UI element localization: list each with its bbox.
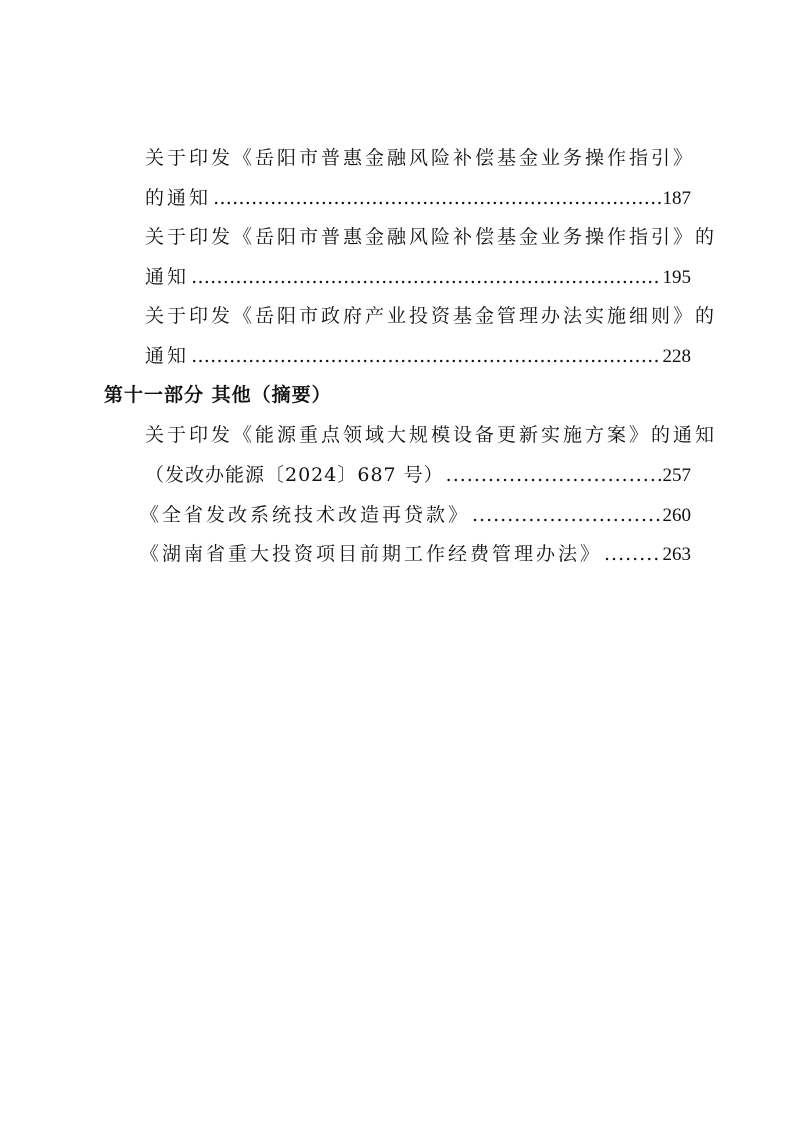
page-number: 257 xyxy=(662,465,691,486)
toc-entry-1-row[interactable] xyxy=(145,184,691,212)
toc-entry-2-title: 关于印发《岳阳市普惠金融风险补偿基金业务操作指引》的 xyxy=(145,226,718,248)
section-heading: 第十一部分 其他（摘要） xyxy=(104,384,332,406)
leader-dots xyxy=(472,501,660,529)
toc-entry-2-row[interactable] xyxy=(145,263,691,291)
page-number: 260 xyxy=(662,505,691,526)
toc-entry-1-title-cont: 的通知 xyxy=(145,187,212,209)
toc-entry-3-row[interactable] xyxy=(145,342,691,370)
toc-entry-4-title: 关于印发《能源重点领域大规模设备更新实施方案》的通知 xyxy=(145,424,718,446)
toc-entry-3-title-cont: 通知 xyxy=(145,345,190,367)
toc-entry-6-title: 《湖南省重大投资项目前期工作经费管理办法》 xyxy=(140,543,603,565)
page-number: 187 xyxy=(662,188,691,209)
toc-entry-3-title: 关于印发《岳阳市政府产业投资基金管理办法实施细则》的 xyxy=(145,305,718,327)
leader-dots xyxy=(191,263,660,291)
page-number: 195 xyxy=(662,267,691,288)
toc-entry-2-title-cont: 通知 xyxy=(145,266,190,288)
toc-entry-4-row[interactable] xyxy=(145,461,691,489)
toc-entry-4-doc-number: （发改办能源〔2024〕687 号） xyxy=(145,464,444,486)
leader-dots xyxy=(213,184,660,212)
page-number: 228 xyxy=(662,346,691,367)
toc-entry-5-row[interactable] xyxy=(140,501,691,529)
page-number: 263 xyxy=(662,544,691,565)
leader-dots xyxy=(604,540,660,568)
leader-dots xyxy=(446,461,661,489)
toc-entry-1-title: 关于印发《岳阳市普惠金融风险补偿基金业务操作指引》 xyxy=(145,147,696,169)
toc-entry-6-row[interactable] xyxy=(140,540,691,568)
toc-entry-5-title: 《全省发改系统技术改造再贷款》 xyxy=(140,504,471,526)
leader-dots xyxy=(191,342,660,370)
